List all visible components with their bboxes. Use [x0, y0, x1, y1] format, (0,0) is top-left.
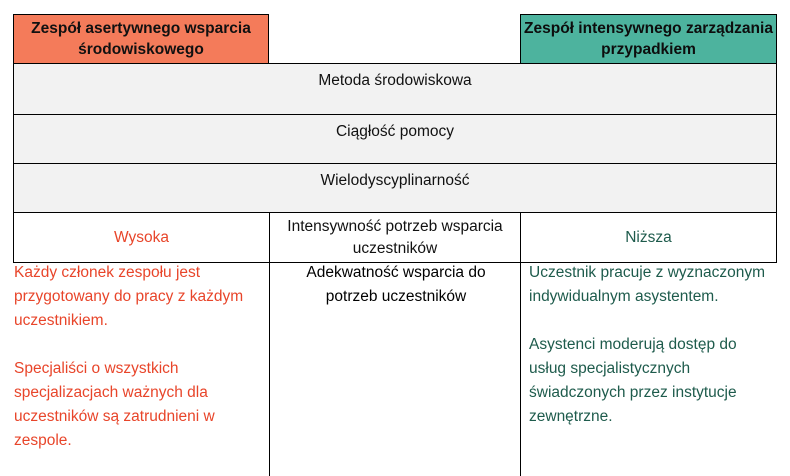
details-left-paragraph-1: Każdy członek zespołu jest przygotowany do pracy z każdym uczestnikiem.	[14, 264, 244, 329]
row-wielodyscyplinarnosc-label: Wielodyscyplinarność	[320, 172, 470, 189]
header-left-cell	[13, 14, 269, 64]
row-metoda	[13, 63, 777, 115]
row-metoda-label: Metoda środowiskowa	[318, 72, 472, 89]
header-right-cell	[520, 14, 777, 64]
details-right-paragraph-2: Asystenci moderują dostęp do usług specjalistycznych świadczonych przez instytucje zewnętrzne.	[529, 336, 737, 425]
row-ciaglosc-label: Ciągłość pomocy	[335, 123, 455, 140]
comparison-middle	[269, 212, 521, 263]
header-right-title: Zespół intensywnego zarządzania przypadkiem	[524, 20, 773, 58]
comparison-right-label: Niższa	[625, 228, 672, 246]
details-right-column	[529, 261, 775, 429]
header-left-title: Zespół asertywnego wsparcia środowiskowego	[31, 20, 251, 58]
comparison-left	[13, 212, 270, 263]
comparison-middle-label: Intensywność potrzeb wsparcia uczestników	[287, 217, 503, 257]
row-ciaglosc	[13, 114, 777, 164]
details-left-paragraph-2: Specjaliści o wszystkich specjalizacjach ważnych dla uczestników są zatrudnieni w zespole.	[14, 360, 215, 449]
details-middle-text: Adekwatność wsparcia do potrzeb uczestników	[306, 264, 486, 305]
comparison-right	[520, 212, 777, 263]
details-middle-column	[269, 262, 521, 476]
row-wielodyscyplinarnosc	[13, 163, 777, 213]
details-right-paragraph-1: Uczestnik pracuje z wyznaczonym indywidualnym asystentem.	[529, 264, 766, 305]
details-left-column	[14, 261, 260, 453]
comparison-left-label: Wysoka	[114, 228, 169, 246]
